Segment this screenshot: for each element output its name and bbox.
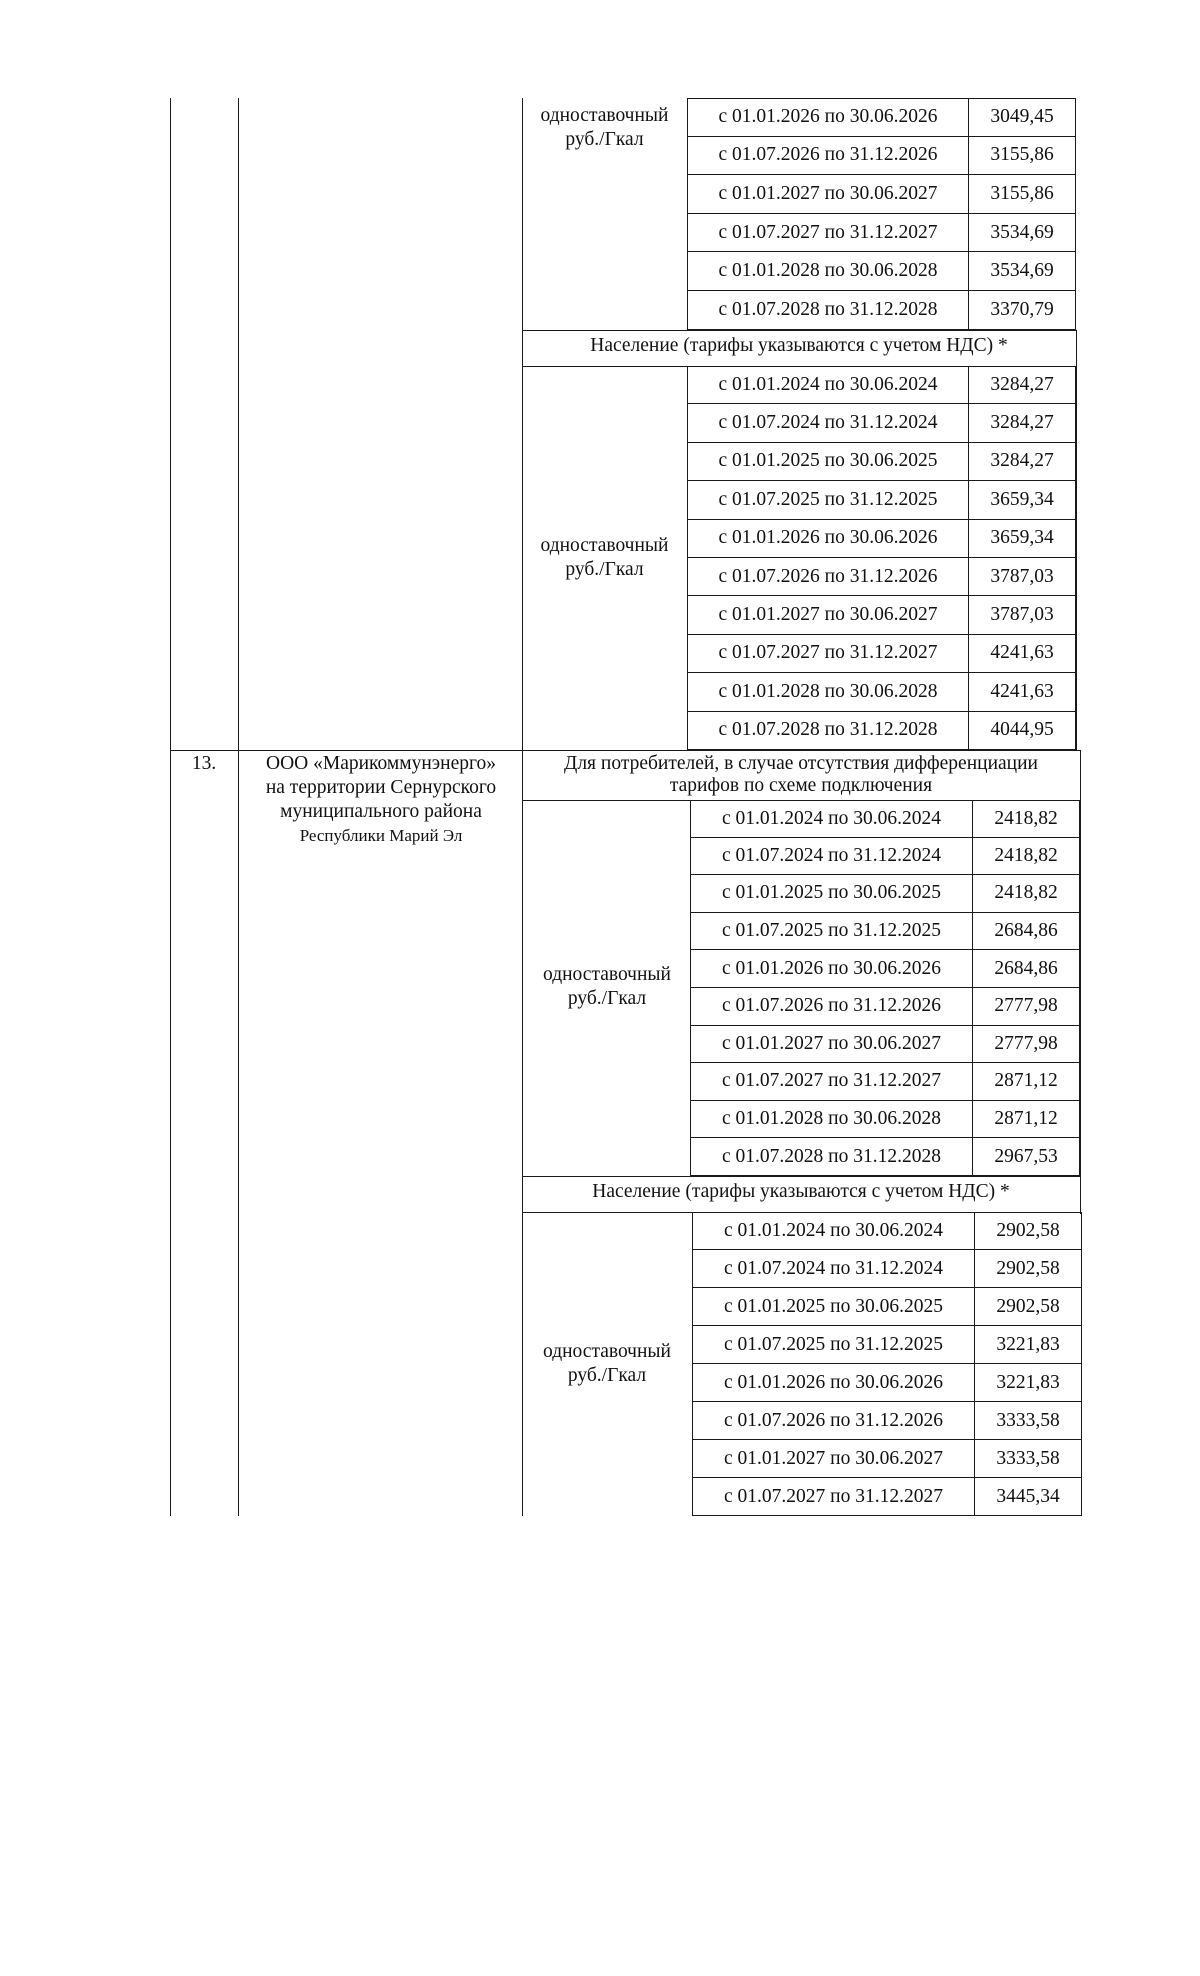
tariff-period-cell: с 01.07.2027 по 31.12.2027 [687, 635, 968, 673]
tariff-period-cell: с 01.01.2028 по 30.06.2028 [687, 673, 968, 711]
tariff-value-cell: 4241,63 [968, 673, 1076, 711]
tariff-value-cell: 3370,79 [968, 291, 1076, 330]
tariff-period-cell: с 01.07.2027 по 31.12.2027 [687, 214, 968, 253]
column-border-number [238, 98, 239, 1516]
section-b-header-top-border [522, 330, 1076, 331]
tariff-value-cell: 2871,12 [972, 1063, 1080, 1101]
section-d-header-top-border [522, 1176, 1080, 1177]
tariff-value-cell: 3155,86 [968, 175, 1076, 214]
tariff-period-cell: с 01.01.2025 по 30.06.2025 [692, 1288, 974, 1326]
tariff-period-cell: с 01.07.2025 по 31.12.2025 [692, 1326, 974, 1364]
section-d-header: Население (тарифы указываются с учетом НДС) * [592, 1181, 1010, 1202]
tariff-period-cell: с 01.07.2025 по 31.12.2025 [687, 481, 968, 519]
tariff-value-cell: 3659,34 [968, 520, 1076, 558]
tariff-period-cell: с 01.01.2028 по 30.06.2028 [687, 252, 968, 291]
tariff-period-cell: с 01.01.2027 по 30.06.2027 [690, 1026, 972, 1064]
tariff-period-cell: с 01.07.2024 по 31.12.2024 [690, 838, 972, 876]
section-c-header: Для потребителей, в случае отсутствия дифференциации тарифов по схеме подключения [564, 753, 1038, 796]
tariff-period-cell: с 01.07.2026 по 31.12.2026 [687, 558, 968, 596]
tariff-value-cell: 3284,27 [968, 443, 1076, 481]
tariff-value-cell: 3221,83 [974, 1364, 1082, 1402]
tariff-value-cell: 2777,98 [972, 1026, 1080, 1064]
tariff-period-cell: с 01.01.2026 по 30.06.2026 [690, 950, 972, 988]
section-a-unit-label: одноставочный руб./Гкал [540, 105, 669, 150]
tariff-period-cell: с 01.01.2025 по 30.06.2025 [687, 443, 968, 481]
tariff-period-cell: с 01.01.2024 по 30.06.2024 [692, 1212, 974, 1250]
tariff-value-cell: 2418,82 [972, 838, 1080, 876]
tariff-period-cell: с 01.07.2028 по 31.12.2028 [690, 1138, 972, 1176]
tariff-period-cell: с 01.01.2026 по 30.06.2026 [687, 520, 968, 558]
tariff-value-cell: 2777,98 [972, 988, 1080, 1026]
tariff-value-cell: 3155,86 [968, 137, 1076, 176]
tariff-value-cell: 2902,58 [974, 1212, 1082, 1250]
tariff-value-cell: 2967,53 [972, 1138, 1080, 1176]
tariff-period-cell: с 01.07.2026 по 31.12.2026 [692, 1402, 974, 1440]
tariff-value-cell: 2871,12 [972, 1101, 1080, 1139]
tariff-value-cell: 2902,58 [974, 1288, 1082, 1326]
tariff-value-cell: 2684,86 [972, 913, 1080, 951]
tariff-value-cell: 3333,58 [974, 1402, 1082, 1440]
tariff-period-cell: с 01.01.2025 по 30.06.2025 [690, 875, 972, 913]
tariff-period-cell: с 01.07.2028 по 31.12.2028 [687, 291, 968, 330]
tariff-period-cell: с 01.07.2026 по 31.12.2026 [690, 988, 972, 1026]
tariff-period-cell: с 01.01.2027 по 30.06.2027 [687, 175, 968, 214]
tariff-value-cell: 3284,27 [968, 404, 1076, 442]
tariff-value-cell: 3284,27 [968, 366, 1076, 404]
section-d-unit-label: одноставочный руб./Гкал [543, 1341, 671, 1386]
section-b-header: Население (тарифы указываются с учетом НДС) * [590, 335, 1008, 356]
tariff-period-cell: с 01.07.2024 по 31.12.2024 [687, 404, 968, 442]
tariff-period-cell: с 01.07.2026 по 31.12.2026 [687, 137, 968, 176]
column-border-right-upper [1076, 330, 1077, 750]
tariff-period-cell: с 01.07.2027 по 31.12.2027 [690, 1063, 972, 1101]
column-border-left [170, 98, 171, 1516]
section-b-unit-label: одноставочный руб./Гкал [540, 535, 669, 580]
tariff-value-cell: 3333,58 [974, 1440, 1082, 1478]
organization-name: ООО «Марикоммунэнерго» на территории Сернурского муниципального района Республики Марий Эл [265, 753, 497, 845]
tariff-period-cell: с 01.01.2024 по 30.06.2024 [687, 366, 968, 404]
tariff-value-cell: 2902,58 [974, 1250, 1082, 1288]
tariff-value-cell: 3049,45 [968, 98, 1076, 137]
tariff-value-cell: 2418,82 [972, 800, 1080, 838]
tariff-value-cell: 4044,95 [968, 712, 1076, 750]
tariff-value-cell: 3445,34 [974, 1478, 1082, 1516]
entry-13-top-border [170, 750, 1080, 751]
tariff-value-cell: 4241,63 [968, 635, 1076, 673]
tariff-value-cell: 3534,69 [968, 214, 1076, 253]
tariff-value-cell: 2684,86 [972, 950, 1080, 988]
tariff-period-cell: с 01.01.2028 по 30.06.2028 [690, 1101, 972, 1139]
tariff-value-cell: 3534,69 [968, 252, 1076, 291]
tariff-period-cell: с 01.07.2028 по 31.12.2028 [687, 712, 968, 750]
tariff-period-cell: с 01.01.2026 по 30.06.2026 [687, 98, 968, 137]
tariff-value-cell: 3787,03 [968, 596, 1076, 634]
tariff-period-cell: с 01.07.2025 по 31.12.2025 [690, 913, 972, 951]
tariff-period-cell: с 01.07.2024 по 31.12.2024 [692, 1250, 974, 1288]
tariff-period-cell: с 01.01.2027 по 30.06.2027 [692, 1440, 974, 1478]
column-border-organization [522, 98, 523, 1516]
section-c-unit-label: одноставочный руб./Гкал [543, 964, 671, 1009]
tariff-period-cell: с 01.01.2024 по 30.06.2024 [690, 800, 972, 838]
tariff-period-cell: с 01.01.2027 по 30.06.2027 [687, 596, 968, 634]
tariff-period-cell: с 01.07.2027 по 31.12.2027 [692, 1478, 974, 1516]
column-border-right-lower [1080, 750, 1081, 1214]
tariff-value-cell: 3221,83 [974, 1326, 1082, 1364]
tariff-period-cell: с 01.01.2026 по 30.06.2026 [692, 1364, 974, 1402]
tariff-value-cell: 3659,34 [968, 481, 1076, 519]
tariff-value-cell: 2418,82 [972, 875, 1080, 913]
tariff-value-cell: 3787,03 [968, 558, 1076, 596]
entry-number: 13. [191, 753, 217, 774]
